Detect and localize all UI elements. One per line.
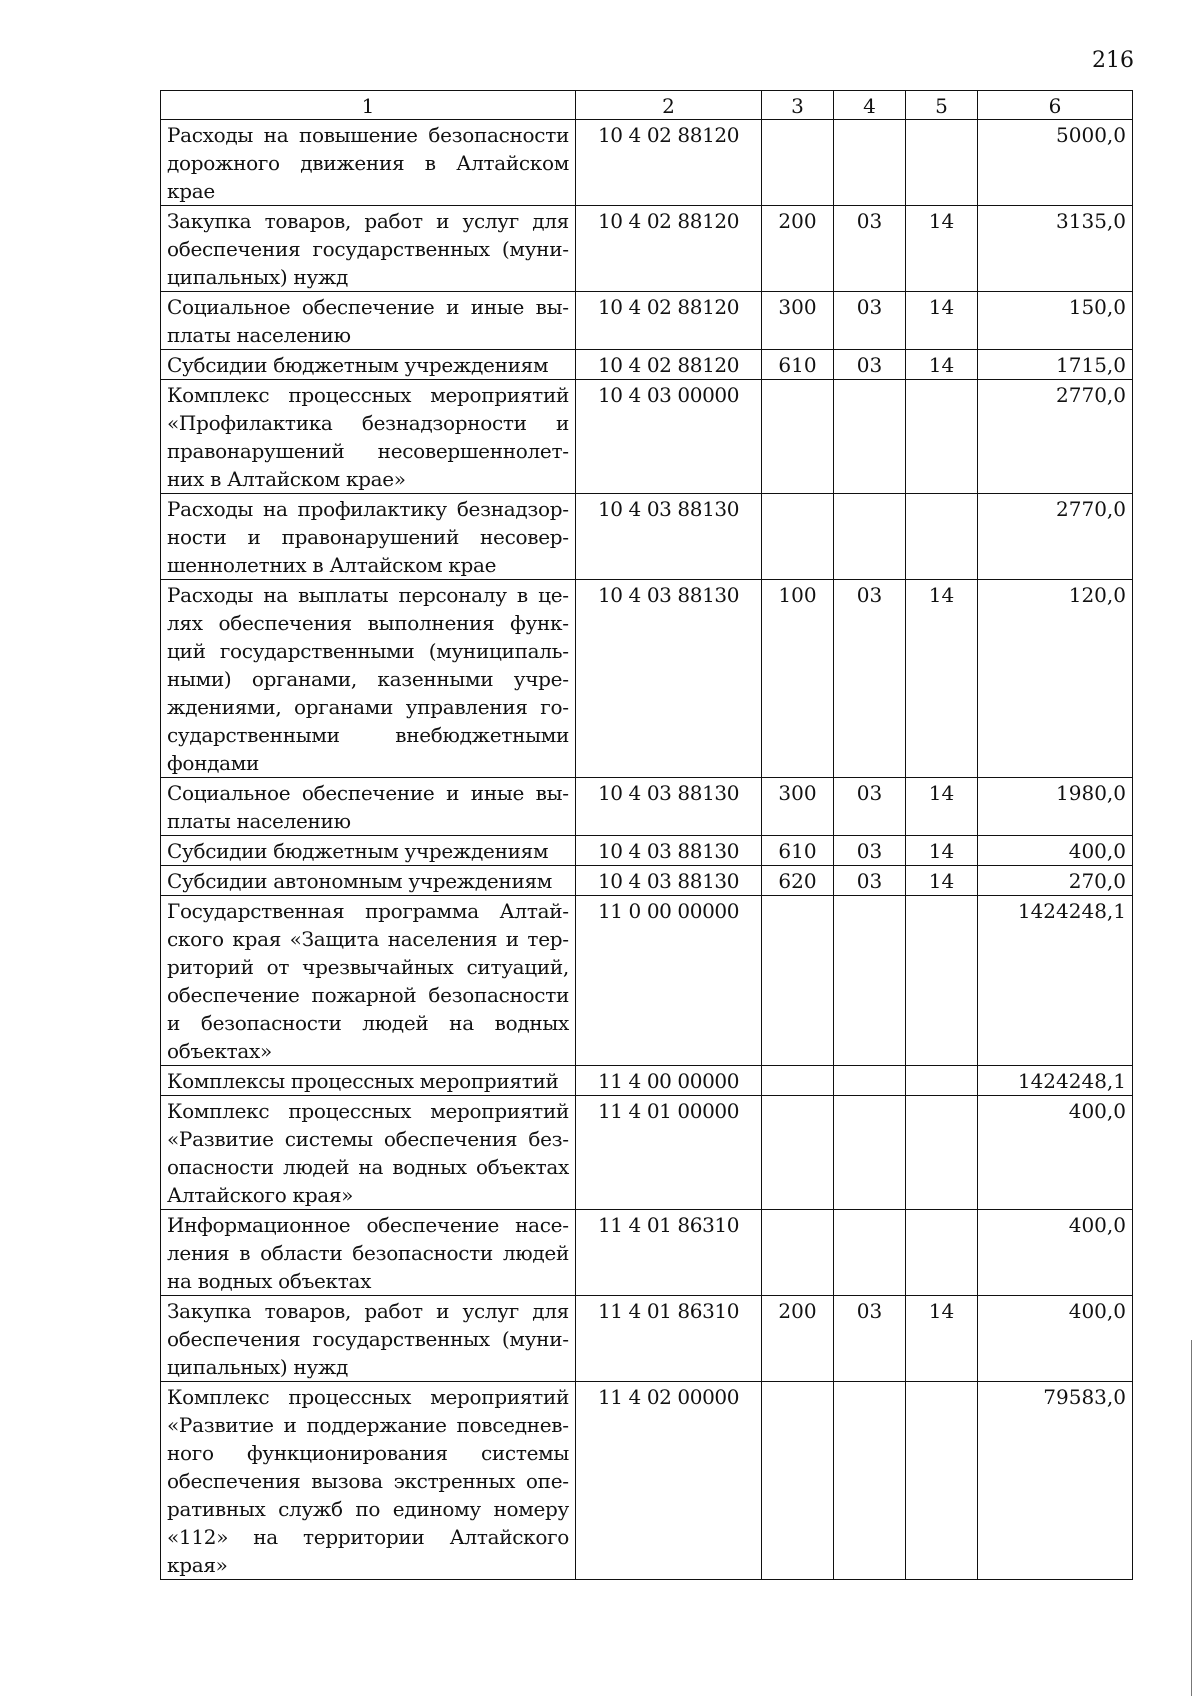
row-col4 — [834, 120, 906, 206]
row-code: 10 4 02 88120 — [576, 292, 762, 350]
table-row — [161, 866, 1133, 896]
row-col3: 200 — [762, 206, 834, 292]
row-col4: 03 — [834, 350, 906, 380]
table-row — [161, 292, 1133, 350]
row-col4: 03 — [834, 1296, 906, 1382]
row-code: 11 0 00 00000 — [576, 896, 762, 1066]
row-name: Информационное обеспечение населения в области безопасности людей на водных объектах — [161, 1210, 576, 1296]
row-col5 — [906, 380, 978, 494]
column-header-4: 4 — [834, 91, 906, 120]
row-col3 — [762, 1096, 834, 1210]
row-col4 — [834, 896, 906, 1066]
row-code: 10 4 03 88130 — [576, 836, 762, 866]
row-col3: 100 — [762, 580, 834, 778]
row-code: 10 4 03 88130 — [576, 580, 762, 778]
row-col5 — [906, 1066, 978, 1096]
row-col4: 03 — [834, 580, 906, 778]
row-name: Расходы на повышение безопасности дорожного движения в Алтайском крае — [161, 120, 576, 206]
row-name: Комплекс процессных мероприятий «Развитие и поддержание повседневного функционирования системы обеспечения вызова экстренных оперативных служб по единому номеру «112» на территории Алтайского края» — [161, 1382, 576, 1580]
row-name: Государственная программа Алтайского края «Защита населения и территорий от чрезвычайных ситуаций, обеспечение пожарной безопасности и безопасности людей на водных объектах» — [161, 896, 576, 1066]
row-code: 11 4 01 86310 — [576, 1296, 762, 1382]
row-col4 — [834, 1382, 906, 1580]
column-header-3: 3 — [762, 91, 834, 120]
row-name: Социальное обеспечение и иные выплаты населению — [161, 292, 576, 350]
row-name: Субсидии автономным учреждениям — [161, 866, 576, 896]
row-col5: 14 — [906, 350, 978, 380]
table-row — [161, 580, 1133, 778]
table-row — [161, 494, 1133, 580]
column-header-1: 1 — [161, 91, 576, 120]
row-col3: 300 — [762, 778, 834, 836]
row-code: 11 4 01 86310 — [576, 1210, 762, 1296]
table-row — [161, 1382, 1133, 1580]
row-col3 — [762, 896, 834, 1066]
table-row — [161, 896, 1133, 1066]
row-col3: 300 — [762, 292, 834, 350]
row-col3 — [762, 1066, 834, 1096]
row-col5 — [906, 120, 978, 206]
row-col3 — [762, 1382, 834, 1580]
row-sum: 150,0 — [978, 292, 1133, 350]
row-name: Комплексы процессных мероприятий — [161, 1066, 576, 1096]
row-col3 — [762, 120, 834, 206]
row-col5: 14 — [906, 206, 978, 292]
row-sum: 120,0 — [978, 580, 1133, 778]
table-body — [161, 120, 1133, 1580]
row-sum: 1980,0 — [978, 778, 1133, 836]
row-sum: 1424248,1 — [978, 1066, 1133, 1096]
table-row — [161, 380, 1133, 494]
column-header-6: 6 — [978, 91, 1133, 120]
row-col4 — [834, 1096, 906, 1210]
row-col3 — [762, 1210, 834, 1296]
scan-edge-line — [1191, 1340, 1192, 1696]
row-name: Закупка товаров, работ и услуг для обеспечения государственных (муниципальных) нужд — [161, 206, 576, 292]
row-col3: 610 — [762, 350, 834, 380]
row-code: 10 4 03 88130 — [576, 866, 762, 896]
row-code: 11 4 01 00000 — [576, 1096, 762, 1210]
budget-table — [160, 90, 1133, 1580]
table-row — [161, 206, 1133, 292]
row-col4: 03 — [834, 206, 906, 292]
row-sum: 5000,0 — [978, 120, 1133, 206]
table-row — [161, 836, 1133, 866]
row-col5: 14 — [906, 778, 978, 836]
row-col5: 14 — [906, 1296, 978, 1382]
row-col5 — [906, 1210, 978, 1296]
row-code: 10 4 03 88130 — [576, 494, 762, 580]
row-sum: 270,0 — [978, 866, 1133, 896]
row-col5 — [906, 1382, 978, 1580]
table-row — [161, 1066, 1133, 1096]
table-row — [161, 778, 1133, 836]
row-col4: 03 — [834, 292, 906, 350]
row-col4: 03 — [834, 866, 906, 896]
row-col4 — [834, 380, 906, 494]
column-header-2: 2 — [576, 91, 762, 120]
row-col3 — [762, 494, 834, 580]
row-code: 10 4 02 88120 — [576, 206, 762, 292]
table-row — [161, 1096, 1133, 1210]
row-col3: 610 — [762, 836, 834, 866]
header-row — [161, 91, 1133, 120]
table-header — [161, 91, 1133, 120]
row-col5: 14 — [906, 866, 978, 896]
row-col4: 03 — [834, 836, 906, 866]
row-sum: 400,0 — [978, 1096, 1133, 1210]
page-number: 216 — [1092, 48, 1134, 73]
row-sum: 3135,0 — [978, 206, 1133, 292]
row-name: Расходы на профилактику безнадзорности и правонарушений несовершеннолетних в Алтайском крае — [161, 494, 576, 580]
row-code: 11 4 02 00000 — [576, 1382, 762, 1580]
column-header-5: 5 — [906, 91, 978, 120]
row-col5 — [906, 1096, 978, 1210]
row-col4 — [834, 1066, 906, 1096]
row-sum: 1715,0 — [978, 350, 1133, 380]
row-col3 — [762, 380, 834, 494]
table-row — [161, 1296, 1133, 1382]
row-code: 10 4 03 88130 — [576, 778, 762, 836]
row-sum: 400,0 — [978, 836, 1133, 866]
table-row — [161, 350, 1133, 380]
row-code: 11 4 00 00000 — [576, 1066, 762, 1096]
row-col4 — [834, 1210, 906, 1296]
row-col3: 200 — [762, 1296, 834, 1382]
table-row — [161, 120, 1133, 206]
row-sum: 2770,0 — [978, 380, 1133, 494]
row-sum: 2770,0 — [978, 494, 1133, 580]
row-name: Закупка товаров, работ и услуг для обеспечения государственных (муниципальных) нужд — [161, 1296, 576, 1382]
row-col3: 620 — [762, 866, 834, 896]
row-name: Комплекс процессных мероприятий «Развитие системы обеспечения безопасности людей на водных объектах Алтайского края» — [161, 1096, 576, 1210]
row-name: Социальное обеспечение и иные выплаты населению — [161, 778, 576, 836]
row-name: Субсидии бюджетным учреждениям — [161, 350, 576, 380]
row-name: Расходы на выплаты персоналу в целях обеспечения выполнения функций государственными (муниципальными) органами, казенными учреждениями, органами управления государственными внебюджетными фондами — [161, 580, 576, 778]
row-col5 — [906, 896, 978, 1066]
row-name: Комплекс процессных мероприятий «Профилактика безнадзорности и правонарушений несовершеннолетних в Алтайском крае» — [161, 380, 576, 494]
row-code: 10 4 03 00000 — [576, 380, 762, 494]
table-row — [161, 1210, 1133, 1296]
row-col5: 14 — [906, 580, 978, 778]
row-col4 — [834, 494, 906, 580]
row-sum: 400,0 — [978, 1296, 1133, 1382]
row-name: Субсидии бюджетным учреждениям — [161, 836, 576, 866]
row-col5: 14 — [906, 836, 978, 866]
row-sum: 400,0 — [978, 1210, 1133, 1296]
row-code: 10 4 02 88120 — [576, 350, 762, 380]
row-sum: 1424248,1 — [978, 896, 1133, 1066]
row-col5: 14 — [906, 292, 978, 350]
row-col4: 03 — [834, 778, 906, 836]
row-col5 — [906, 494, 978, 580]
row-code: 10 4 02 88120 — [576, 120, 762, 206]
row-sum: 79583,0 — [978, 1382, 1133, 1580]
